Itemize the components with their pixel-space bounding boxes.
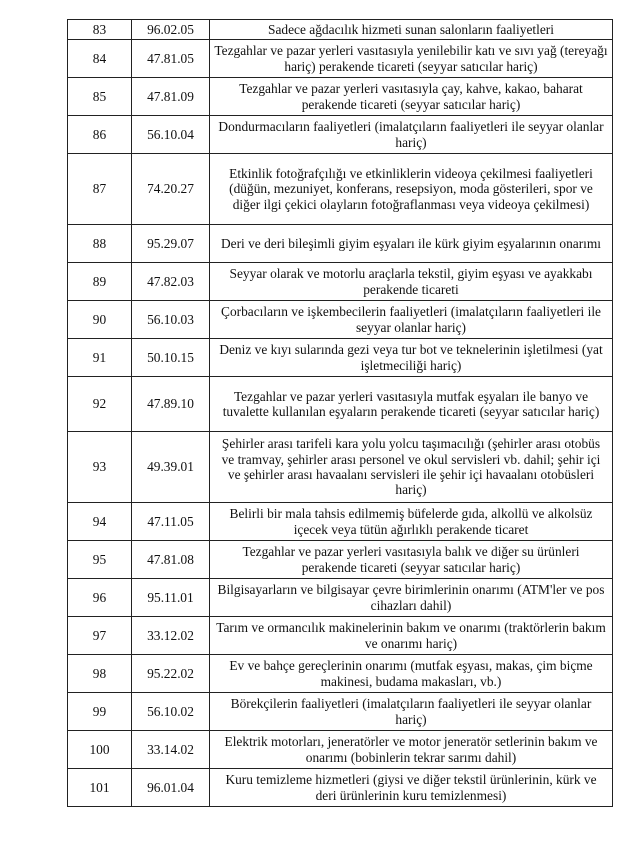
activity-description-cell: Deniz ve kıyı sularında gezi veya tur bot ve teknelerinin işletilmesi (yat işletmeciliği hariç) [210, 339, 613, 377]
activity-description-cell: Tezgahlar ve pazar yerleri vasıtasıyla çay, kahve, kakao, baharat perakende ticareti (seyyar satıcılar hariç) [210, 78, 613, 116]
activity-code-cell: 56.10.04 [132, 116, 210, 154]
activity-code-cell: 47.81.08 [132, 541, 210, 579]
table-row [68, 655, 613, 693]
activity-description-cell: Tarım ve ormancılık makinelerinin bakım ve onarımı (traktörlerin bakım ve onarımı hariç) [210, 617, 613, 655]
table-row [68, 20, 613, 40]
row-number-cell: 96 [68, 579, 132, 617]
table-row [68, 40, 613, 78]
row-number-cell: 86 [68, 116, 132, 154]
activity-code-cell: 95.29.07 [132, 225, 210, 263]
table-row [68, 579, 613, 617]
table-row [68, 225, 613, 263]
activity-description-cell: Börekçilerin faaliyetleri (imalatçıların faaliyetleri ile seyyar olanlar hariç) [210, 693, 613, 731]
activity-code-cell: 56.10.03 [132, 301, 210, 339]
row-number-cell: 92 [68, 377, 132, 432]
activity-description-cell: Etkinlik fotoğrafçılığı ve etkinliklerin videoya çekilmesi faaliyetleri (düğün, mezuniyet, konferans, resepsiyon, moda gösterileri, spor ve diğer ilgi çekici olayların fotoğraflanması veya videoya çekilmesi) [210, 154, 613, 225]
row-number-cell: 85 [68, 78, 132, 116]
activity-description-cell: Deri ve deri bileşimli giyim eşyaları ile kürk giyim eşyalarının onarımı [210, 225, 613, 263]
activity-description-cell: Dondurmacıların faaliyetleri (imalatçıların faaliyetleri ile seyyar olanlar hariç) [210, 116, 613, 154]
activity-code-cell: 47.11.05 [132, 503, 210, 541]
activity-description-cell: Belirli bir mala tahsis edilmemiş büfelerde gıda, alkollü ve alkolsüz içecek veya tütün ağırlıklı perakende ticaret [210, 503, 613, 541]
activity-description-cell: Bilgisayarların ve bilgisayar çevre birimlerinin onarımı (ATM'ler ve pos cihazları dahil) [210, 579, 613, 617]
activity-code-cell: 33.14.02 [132, 731, 210, 769]
row-number-cell: 99 [68, 693, 132, 731]
row-number-cell: 91 [68, 339, 132, 377]
row-number-cell: 87 [68, 154, 132, 225]
row-number-cell: 89 [68, 263, 132, 301]
row-number-cell: 83 [68, 20, 132, 40]
activity-description-cell: Çorbacıların ve işkembecilerin faaliyetleri (imalatçıların faaliyetleri ile seyyar olanlar hariç) [210, 301, 613, 339]
activity-code-cell: 47.89.10 [132, 377, 210, 432]
activity-description-cell: Kuru temizleme hizmetleri (giysi ve diğer tekstil ürünlerinin, kürk ve deri ürünlerinin kuru temizlenmesi) [210, 769, 613, 807]
activity-description-cell: Ev ve bahçe gereçlerinin onarımı (mutfak eşyası, makas, çim biçme makinesi, budama makasları, vb.) [210, 655, 613, 693]
activity-code-cell: 47.82.03 [132, 263, 210, 301]
activity-code-cell: 56.10.02 [132, 693, 210, 731]
table-row [68, 432, 613, 503]
table-row [68, 78, 613, 116]
activity-code-cell: 47.81.09 [132, 78, 210, 116]
table-row [68, 154, 613, 225]
activity-description-cell: Tezgahlar ve pazar yerleri vasıtasıyla mutfak eşyaları ile banyo ve tuvalette kullanılan eşyaların perakende ticareti (seyyar satıcılar hariç) [210, 377, 613, 432]
table-row [68, 731, 613, 769]
activity-description-cell: Sadece ağdacılık hizmeti sunan salonların faaliyetleri [210, 20, 613, 40]
activity-code-cell: 74.20.27 [132, 154, 210, 225]
activity-description-cell: Tezgahlar ve pazar yerleri vasıtasıyla balık ve diğer su ürünleri perakende ticareti (seyyar satıcılar hariç) [210, 541, 613, 579]
activity-description-cell: Elektrik motorları, jeneratörler ve motor jeneratör setlerinin bakım ve onarımı (bobinlerin tekrar sarımı dahil) [210, 731, 613, 769]
table-row [68, 503, 613, 541]
row-number-cell: 88 [68, 225, 132, 263]
activity-code-cell: 50.10.15 [132, 339, 210, 377]
row-number-cell: 90 [68, 301, 132, 339]
activity-code-cell: 33.12.02 [132, 617, 210, 655]
row-number-cell: 84 [68, 40, 132, 78]
table-row [68, 339, 613, 377]
row-number-cell: 101 [68, 769, 132, 807]
table-body [68, 20, 613, 807]
activity-code-table [67, 19, 613, 807]
row-number-cell: 93 [68, 432, 132, 503]
table-row [68, 693, 613, 731]
table-row [68, 617, 613, 655]
activity-description-cell: Seyyar olarak ve motorlu araçlarla tekstil, giyim eşyası ve ayakkabı perakende ticareti [210, 263, 613, 301]
activity-description-cell: Şehirler arası tarifeli kara yolu yolcu taşımacılığı (şehirler arası otobüs ve tramvay, şehirler arası personel ve okul servisleri vb. dahil; şehir içi ve şehirler arası havaalanı servisleri ile şehir içi havaalanı otobüsleri hariç) [210, 432, 613, 503]
row-number-cell: 100 [68, 731, 132, 769]
activity-code-cell: 96.02.05 [132, 20, 210, 40]
table-row [68, 377, 613, 432]
activity-code-cell: 96.01.04 [132, 769, 210, 807]
table-row [68, 541, 613, 579]
activity-code-cell: 47.81.05 [132, 40, 210, 78]
table-row [68, 263, 613, 301]
activity-code-cell: 95.11.01 [132, 579, 210, 617]
table-row [68, 301, 613, 339]
row-number-cell: 98 [68, 655, 132, 693]
table-row [68, 116, 613, 154]
row-number-cell: 94 [68, 503, 132, 541]
row-number-cell: 97 [68, 617, 132, 655]
row-number-cell: 95 [68, 541, 132, 579]
table-row [68, 769, 613, 807]
activity-code-cell: 49.39.01 [132, 432, 210, 503]
activity-description-cell: Tezgahlar ve pazar yerleri vasıtasıyla yenilebilir katı ve sıvı yağ (tereyağı hariç) perakende ticareti (seyyar satıcılar hariç) [210, 40, 613, 78]
activity-code-cell: 95.22.02 [132, 655, 210, 693]
